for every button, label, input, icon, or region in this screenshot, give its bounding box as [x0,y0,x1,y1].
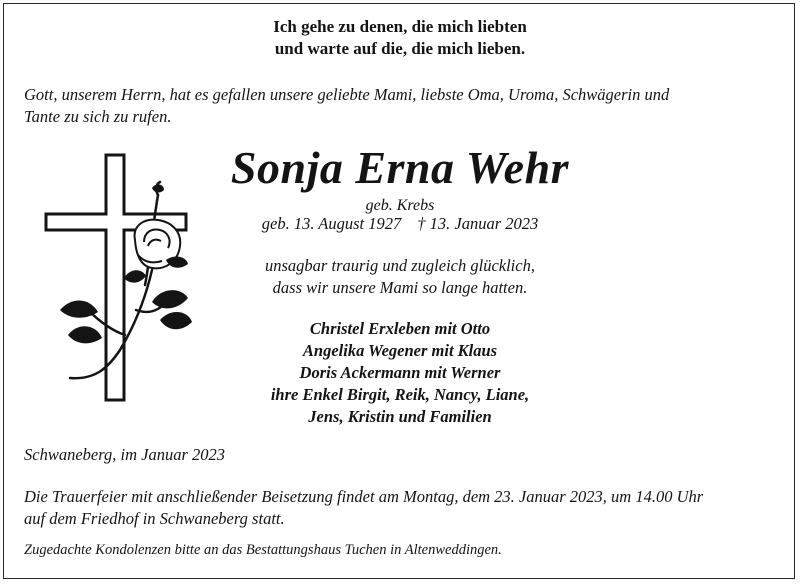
mourner-line: Christel Erxleben mit Otto [309,319,491,338]
mourner-line: Angelika Wegener mit Klaus [302,341,498,360]
motto-verse [0,16,800,60]
funeral-line-2: auf dem Friedhof in Schwaneberg statt. [24,509,285,528]
intro-text [24,84,776,128]
deceased-name: Sonja Erna Wehr [230,142,570,193]
sorrow-line-1: unsagbar traurig und zugleich glücklich, [265,256,535,275]
mourner-line: ihre Enkel Birgit, Reik, Nancy, Liane, [270,385,530,404]
intro-line-2: Tante zu sich zu rufen. [24,107,172,126]
place-date: Schwaneberg, im Januar 2023 [24,445,226,464]
intro-line-1: Gott, unserem Herrn, hat es gefallen unsere geliebte Mami, liebste Oma, Uroma, Schwägerin und [24,85,670,104]
cross-with-rose-icon [40,150,200,410]
death-date: † 13. Januar 2023 [417,214,539,233]
mourners-list [200,318,600,428]
condolence-note: Zugedachte Kondolenzen bitte an das Bestattungshaus Tuchen in Altenweddingen. [24,542,502,558]
funeral-notice [24,486,776,530]
funeral-line-1: Die Trauerfeier mit anschließender Beisetzung findet am Montag, dem 23. Januar 2023, um 14.00 Uhr [24,487,704,506]
motto-line-1: Ich gehe zu denen, die mich liebten [273,17,527,36]
birth-date: geb. 13. August 1927 [261,214,402,233]
sorrow-line-2: dass wir unsere Mami so lange hatten. [272,278,528,297]
life-dates [200,213,600,235]
motto-line-2: und warte auf die, die mich lieben. [274,39,526,58]
maiden-name: geb. Krebs [365,197,435,214]
mourner-line: Doris Ackermann mit Werner [299,363,501,382]
mourner-line: Jens, Kristin und Familien [308,407,492,426]
sorrow-text [200,255,600,299]
